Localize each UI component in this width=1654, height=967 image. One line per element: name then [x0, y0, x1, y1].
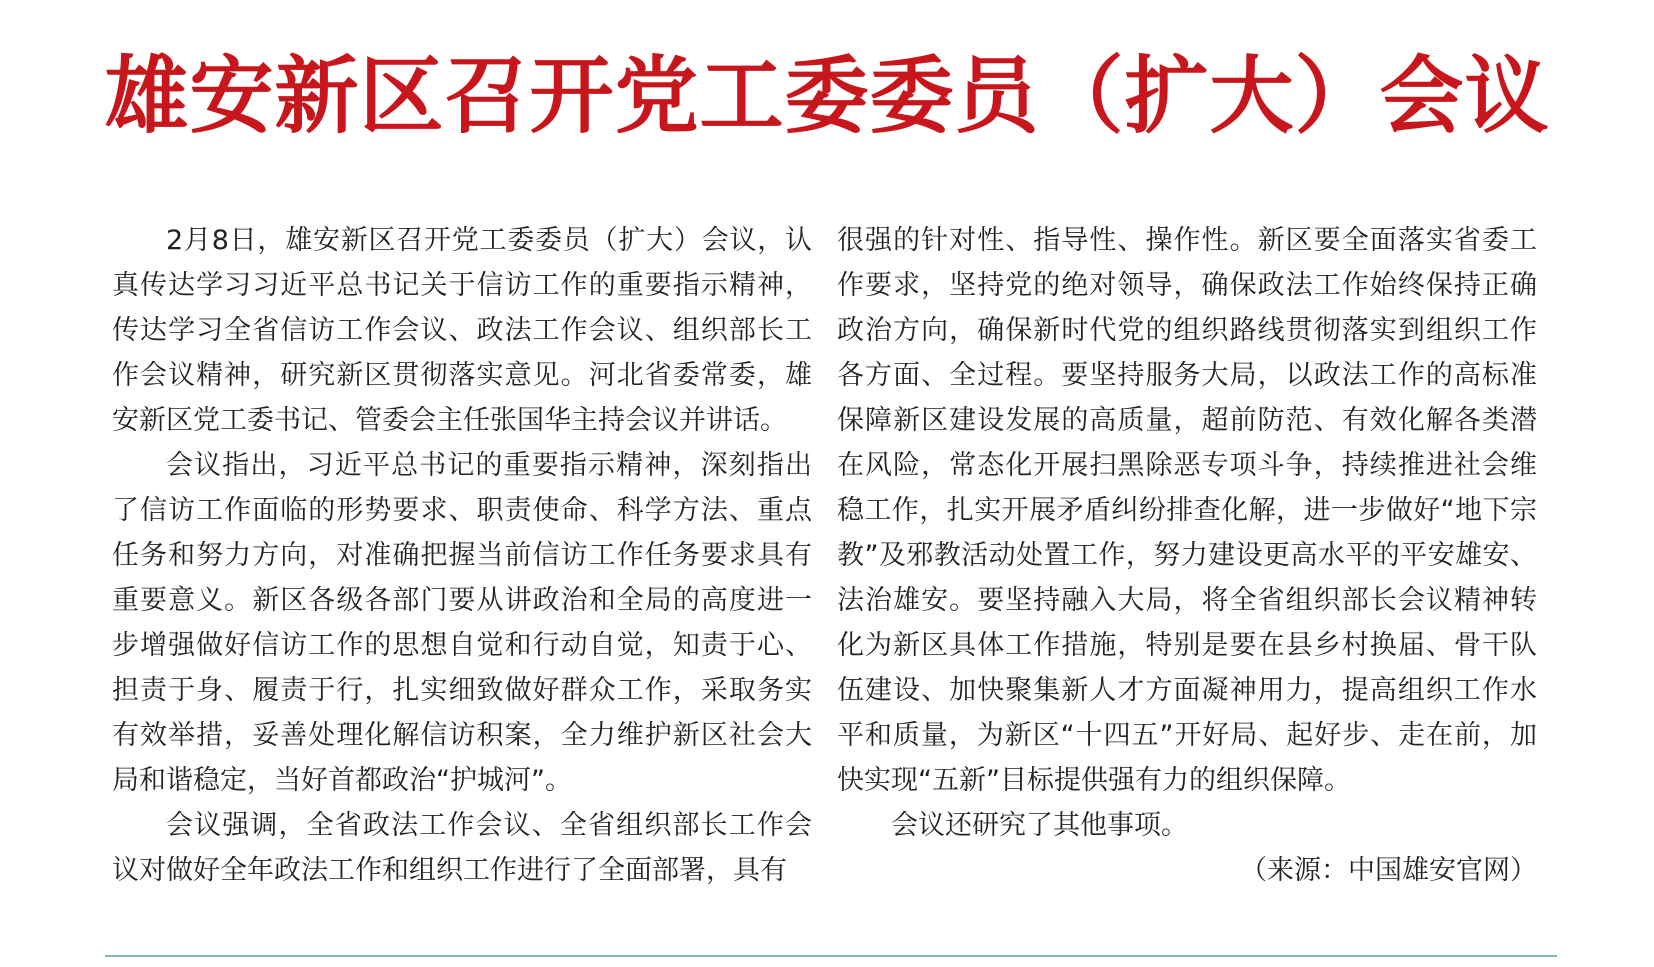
- article-paragraph: 会议指出，习近平总书记的重要指示精神，深刻指出了信访工作面临的形势要求、职责使命、科学方法、重点任务和努力方向，对准确把握当前信访工作任务要求具有重要意义。新区各级各部门要从讲政治和全局的高度进一步增强做好信访工作的思想自觉和行动自觉，知责于心、担责于身、履责于行，扎实细致做好群众工作，采取务实有效举措，妥善处理化解信访积案，全力维护新区社会大局和谐稳定，当好首都政治“护城河”。: [112, 450, 812, 796]
- article-paragraph: 2月8日，雄安新区召开党工委委员（扩大）会议，认真传达学习习近平总书记关于信访工作的重要指示精神，传达学习全省信访工作会议、政法工作会议、组织部长工作会议精神，研究新区贯彻落实意见。河北省委常委，雄安新区党工委书记、管委会主任张国华主持会议并讲话。: [112, 225, 812, 436]
- article-paragraph: 会议还研究了其他事项。: [891, 810, 1188, 841]
- article-source: （来源：中国雄安官网）: [1240, 855, 1537, 886]
- article-column-right: [837, 218, 1537, 893]
- article-headline: 雄安新区召开党工委委员（扩大）会议: [104, 46, 1550, 145]
- article-column-left: [112, 218, 812, 893]
- bottom-divider: [105, 955, 1557, 957]
- article-paragraph-continued: 很强的针对性、指导性、操作性。新区要全面落实省委工作要求，坚持党的绝对领导，确保政法工作始终保持正确政治方向，确保新时代党的组织路线贯彻落实到组织工作各方面、全过程。要坚持服务大局，以政法工作的高标准保障新区建设发展的高质量，超前防范、有效化解各类潜在风险，常态化开展扫黑除恶专项斗争，持续推进社会维稳工作，扎实开展矛盾纠纷排查化解，进一步做好“地下宗教”及邪教活动处置工作，努力建设更高水平的平安雄安、法治雄安。要坚持融入大局，将全省组织部长会议精神转化为新区具体工作措施，特别是要在县乡村换届、骨干队伍建设、加快聚集新人才方面凝神用力，提高组织工作水平和质量，为新区“十四五”开好局、起好步、走在前，加快实现“五新”目标提供强有力的组织保障。: [837, 225, 1537, 796]
- article-paragraph: 会议强调，全省政法工作会议、全省组织部长工作会议对做好全年政法工作和组织工作进行了全面部署，具有: [112, 810, 812, 886]
